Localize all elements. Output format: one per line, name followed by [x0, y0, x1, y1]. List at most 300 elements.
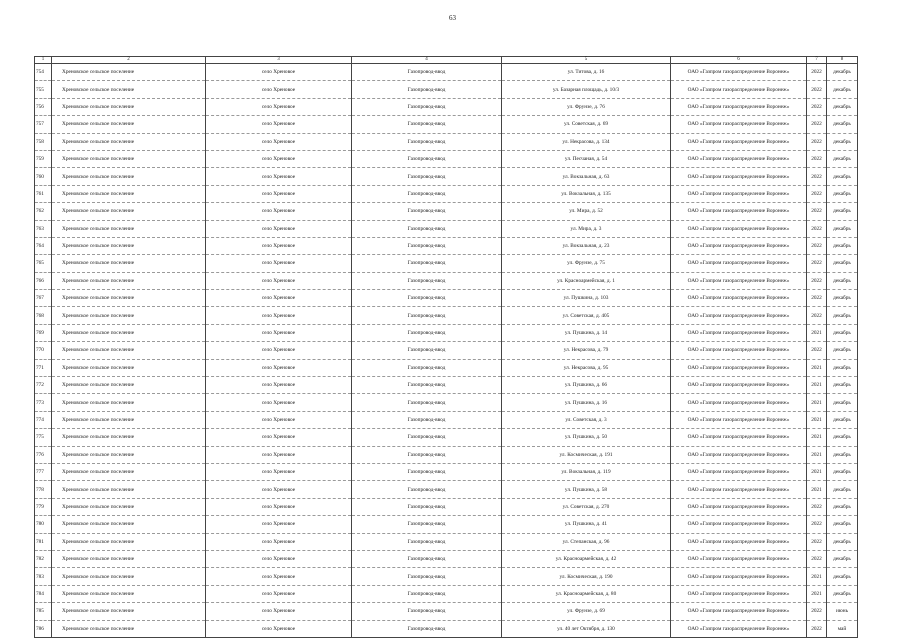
object-type-cell: Газопровод-ввод: [352, 377, 502, 394]
table-row: [35, 168, 858, 185]
settlement-name-cell: Хреновское сельское поселение: [52, 446, 206, 463]
settlement-name-cell: Хреновское сельское поселение: [52, 411, 206, 428]
address-cell: ул. Советская, д. 405: [502, 307, 671, 324]
object-type-cell: Газопровод-ввод: [352, 568, 502, 585]
year-cell: 2022: [807, 168, 827, 185]
object-type-cell: Газопровод-ввод: [352, 168, 502, 185]
row-number-cell: 754: [35, 64, 52, 81]
locality-cell: село Хреновое: [206, 550, 352, 567]
locality-cell: село Хреновое: [206, 411, 352, 428]
address-cell: ул. Фрунзе, д. 75: [502, 255, 671, 272]
operator-cell: ОАО «Газпром газораспределение Воронеж»: [671, 168, 807, 185]
locality-cell: село Хреновое: [206, 133, 352, 150]
object-type-cell: Газопровод-ввод: [352, 342, 502, 359]
address-cell: ул. Космическая, д. 190: [502, 568, 671, 585]
settlement-name-cell: Хреновское сельское поселение: [52, 98, 206, 115]
object-type-cell: Газопровод-ввод: [352, 550, 502, 567]
settlement-name-cell: Хреновское сельское поселение: [52, 133, 206, 150]
address-cell: ул. Космическая, д. 191: [502, 446, 671, 463]
header-cell: 4: [352, 57, 502, 64]
operator-cell: ОАО «Газпром газораспределение Воронеж»: [671, 255, 807, 272]
locality-cell: село Хреновое: [206, 377, 352, 394]
year-cell: 2021: [807, 394, 827, 411]
settlement-name-cell: Хреновское сельское поселение: [52, 463, 206, 480]
year-cell: 2022: [807, 290, 827, 307]
month-cell: декабрь: [827, 150, 858, 167]
address-cell: ул. Красноармейская, д. 80: [502, 585, 671, 602]
address-cell: ул. Фрунзе, д. 76: [502, 98, 671, 115]
locality-cell: село Хреновое: [206, 498, 352, 515]
object-type-cell: Газопровод-ввод: [352, 603, 502, 620]
row-number-cell: 783: [35, 568, 52, 585]
settlement-name-cell: Хреновское сельское поселение: [52, 342, 206, 359]
address-cell: ул. Пушкина, д. 14: [502, 324, 671, 341]
year-cell: 2021: [807, 481, 827, 498]
row-number-cell: 785: [35, 603, 52, 620]
locality-cell: село Хреновое: [206, 324, 352, 341]
address-cell: ул. Советская, д. 270: [502, 498, 671, 515]
row-number-cell: 771: [35, 359, 52, 376]
month-cell: декабрь: [827, 533, 858, 550]
object-type-cell: Газопровод-ввод: [352, 203, 502, 220]
year-cell: 2021: [807, 585, 827, 602]
locality-cell: село Хреновое: [206, 168, 352, 185]
year-cell: 2021: [807, 411, 827, 428]
month-cell: декабрь: [827, 168, 858, 185]
operator-cell: ОАО «Газпром газораспределение Воронеж»: [671, 342, 807, 359]
row-number-cell: 764: [35, 237, 52, 254]
address-cell: ул. Некрасова, д. 95: [502, 359, 671, 376]
month-cell: декабрь: [827, 550, 858, 567]
table-row: [35, 255, 858, 272]
row-number-cell: 777: [35, 463, 52, 480]
year-cell: 2022: [807, 272, 827, 289]
operator-cell: ОАО «Газпром газораспределение Воронеж»: [671, 603, 807, 620]
address-cell: ул. Красноармейская, д. 1: [502, 272, 671, 289]
operator-cell: ОАО «Газпром газораспределение Воронеж»: [671, 307, 807, 324]
address-cell: ул. Мира, д. 52: [502, 203, 671, 220]
row-number-cell: 779: [35, 498, 52, 515]
settlement-name-cell: Хреновское сельское поселение: [52, 585, 206, 602]
year-cell: 2022: [807, 237, 827, 254]
table-row: [35, 620, 858, 637]
object-type-cell: Газопровод-ввод: [352, 516, 502, 533]
object-type-cell: Газопровод-ввод: [352, 394, 502, 411]
month-cell: декабрь: [827, 568, 858, 585]
row-number-cell: 775: [35, 429, 52, 446]
month-cell: июнь: [827, 603, 858, 620]
operator-cell: ОАО «Газпром газораспределение Воронеж»: [671, 324, 807, 341]
table-row: [35, 342, 858, 359]
object-type-cell: Газопровод-ввод: [352, 307, 502, 324]
object-type-cell: Газопровод-ввод: [352, 429, 502, 446]
locality-cell: село Хреновое: [206, 585, 352, 602]
address-cell: ул. Советская, д. 69: [502, 116, 671, 133]
table-row: [35, 498, 858, 515]
row-number-cell: 760: [35, 168, 52, 185]
table-row: [35, 603, 858, 620]
table-row: [35, 359, 858, 376]
row-number-cell: 782: [35, 550, 52, 567]
year-cell: 2022: [807, 116, 827, 133]
address-cell: ул. Пушкина, д. 50: [502, 429, 671, 446]
settlement-name-cell: Хреновское сельское поселение: [52, 220, 206, 237]
locality-cell: село Хреновое: [206, 359, 352, 376]
month-cell: декабрь: [827, 133, 858, 150]
object-type-cell: Газопровод-ввод: [352, 116, 502, 133]
month-cell: декабрь: [827, 446, 858, 463]
year-cell: 2022: [807, 203, 827, 220]
address-cell: ул. Вокзальная, д. 23: [502, 237, 671, 254]
month-cell: декабрь: [827, 64, 858, 81]
locality-cell: село Хреновое: [206, 203, 352, 220]
object-type-cell: Газопровод-ввод: [352, 220, 502, 237]
settlement-name-cell: Хреновское сельское поселение: [52, 255, 206, 272]
row-number-cell: 759: [35, 150, 52, 167]
address-cell: ул. Красноармейская, д. 42: [502, 550, 671, 567]
year-cell: 2021: [807, 429, 827, 446]
operator-cell: ОАО «Газпром газораспределение Воронеж»: [671, 429, 807, 446]
operator-cell: ОАО «Газпром газораспределение Воронеж»: [671, 411, 807, 428]
object-type-cell: Газопровод-ввод: [352, 98, 502, 115]
row-number-cell: 780: [35, 516, 52, 533]
month-cell: декабрь: [827, 411, 858, 428]
operator-cell: ОАО «Газпром газораспределение Воронеж»: [671, 81, 807, 98]
year-cell: 2022: [807, 185, 827, 202]
row-number-cell: 767: [35, 290, 52, 307]
operator-cell: ОАО «Газпром газораспределение Воронеж»: [671, 463, 807, 480]
table-row: [35, 116, 858, 133]
settlement-name-cell: Хреновское сельское поселение: [52, 272, 206, 289]
row-number-cell: 776: [35, 446, 52, 463]
table-row: [35, 550, 858, 567]
table-row: [35, 81, 858, 98]
month-cell: декабрь: [827, 585, 858, 602]
locality-cell: село Хреновое: [206, 342, 352, 359]
header-cell: 1: [35, 57, 52, 64]
object-type-cell: Газопровод-ввод: [352, 481, 502, 498]
object-type-cell: Газопровод-ввод: [352, 533, 502, 550]
table-row: [35, 377, 858, 394]
operator-cell: ОАО «Газпром газораспределение Воронеж»: [671, 568, 807, 585]
month-cell: декабрь: [827, 290, 858, 307]
table-row: [35, 220, 858, 237]
month-cell: декабрь: [827, 377, 858, 394]
locality-cell: село Хреновое: [206, 116, 352, 133]
settlement-name-cell: Хреновское сельское поселение: [52, 324, 206, 341]
month-cell: декабрь: [827, 237, 858, 254]
row-number-cell: 761: [35, 185, 52, 202]
settlement-name-cell: Хреновское сельское поселение: [52, 568, 206, 585]
year-cell: 2022: [807, 498, 827, 515]
object-type-cell: Газопровод-ввод: [352, 498, 502, 515]
row-number-cell: 757: [35, 116, 52, 133]
row-number-cell: 786: [35, 620, 52, 637]
locality-cell: село Хреновое: [206, 394, 352, 411]
year-cell: 2022: [807, 220, 827, 237]
settlement-name-cell: Хреновское сельское поселение: [52, 429, 206, 446]
locality-cell: село Хреновое: [206, 272, 352, 289]
settlement-name-cell: Хреновское сельское поселение: [52, 307, 206, 324]
operator-cell: ОАО «Газпром газораспределение Воронеж»: [671, 550, 807, 567]
month-cell: декабрь: [827, 359, 858, 376]
month-cell: декабрь: [827, 429, 858, 446]
year-cell: 2022: [807, 307, 827, 324]
row-number-cell: 770: [35, 342, 52, 359]
table-row: [35, 429, 858, 446]
table-row: [35, 533, 858, 550]
locality-cell: село Хреновое: [206, 533, 352, 550]
object-type-cell: Газопровод-ввод: [352, 237, 502, 254]
address-cell: ул. Некрасова, д. 134: [502, 133, 671, 150]
object-type-cell: Газопровод-ввод: [352, 133, 502, 150]
address-cell: ул. Пушкина, д. 58: [502, 481, 671, 498]
table-row: [35, 411, 858, 428]
operator-cell: ОАО «Газпром газораспределение Воронеж»: [671, 498, 807, 515]
month-cell: декабрь: [827, 342, 858, 359]
locality-cell: село Хреновое: [206, 516, 352, 533]
year-cell: 2022: [807, 533, 827, 550]
header-cell: 5: [502, 57, 671, 64]
locality-cell: село Хреновое: [206, 150, 352, 167]
year-cell: 2022: [807, 342, 827, 359]
table-row: [35, 64, 858, 81]
table-row: [35, 98, 858, 115]
address-cell: ул. Некрасова, д. 79: [502, 342, 671, 359]
operator-cell: ОАО «Газпром газораспределение Воронеж»: [671, 377, 807, 394]
settlement-name-cell: Хреновское сельское поселение: [52, 533, 206, 550]
row-number-cell: 768: [35, 307, 52, 324]
year-cell: 2022: [807, 255, 827, 272]
header-cell: 2: [52, 57, 206, 64]
locality-cell: село Хреновое: [206, 429, 352, 446]
month-cell: декабрь: [827, 481, 858, 498]
settlement-name-cell: Хреновское сельское поселение: [52, 359, 206, 376]
header-cell: 6: [671, 57, 807, 64]
address-cell: ул. Советская, д. 3: [502, 411, 671, 428]
row-number-cell: 778: [35, 481, 52, 498]
operator-cell: ОАО «Газпром газораспределение Воронеж»: [671, 150, 807, 167]
settlement-name-cell: Хреновское сельское поселение: [52, 203, 206, 220]
month-cell: декабрь: [827, 203, 858, 220]
year-cell: 2022: [807, 516, 827, 533]
settlement-name-cell: Хреновское сельское поселение: [52, 290, 206, 307]
operator-cell: ОАО «Газпром газораспределение Воронеж»: [671, 516, 807, 533]
object-type-cell: Газопровод-ввод: [352, 150, 502, 167]
year-cell: 2022: [807, 550, 827, 567]
settlement-name-cell: Хреновское сельское поселение: [52, 81, 206, 98]
address-cell: ул. Титова, д. 16: [502, 64, 671, 81]
year-cell: 2022: [807, 603, 827, 620]
page-number: 63: [449, 14, 456, 22]
row-number-cell: 765: [35, 255, 52, 272]
table-row: [35, 446, 858, 463]
table-row: [35, 463, 858, 480]
month-cell: декабрь: [827, 307, 858, 324]
settlement-name-cell: Хреновское сельское поселение: [52, 620, 206, 637]
object-type-cell: Газопровод-ввод: [352, 64, 502, 81]
settlement-name-cell: Хреновское сельское поселение: [52, 516, 206, 533]
address-cell: ул. Базарная площадь, д. 10/3: [502, 81, 671, 98]
address-cell: ул. Вокзальная, д. 63: [502, 168, 671, 185]
object-type-cell: Газопровод-ввод: [352, 463, 502, 480]
table-row: [35, 568, 858, 585]
locality-cell: село Хреновое: [206, 237, 352, 254]
address-cell: ул. Вокзальная, д. 135: [502, 185, 671, 202]
operator-cell: ОАО «Газпром газораспределение Воронеж»: [671, 116, 807, 133]
table-row: [35, 324, 858, 341]
object-type-cell: Газопровод-ввод: [352, 185, 502, 202]
settlement-name-cell: Хреновское сельское поселение: [52, 481, 206, 498]
address-cell: ул. Пушкина, д. 16: [502, 394, 671, 411]
operator-cell: ОАО «Газпром газораспределение Воронеж»: [671, 533, 807, 550]
row-number-cell: 762: [35, 203, 52, 220]
year-cell: 2022: [807, 150, 827, 167]
address-cell: ул. Песчаная, д. 54: [502, 150, 671, 167]
locality-cell: село Хреновое: [206, 290, 352, 307]
row-number-cell: 772: [35, 377, 52, 394]
year-cell: 2021: [807, 359, 827, 376]
settlement-name-cell: Хреновское сельское поселение: [52, 550, 206, 567]
table-row: [35, 481, 858, 498]
settlement-name-cell: Хреновское сельское поселение: [52, 168, 206, 185]
object-type-cell: Газопровод-ввод: [352, 272, 502, 289]
operator-cell: ОАО «Газпром газораспределение Воронеж»: [671, 394, 807, 411]
locality-cell: село Хреновое: [206, 98, 352, 115]
locality-cell: село Хреновое: [206, 620, 352, 637]
table-row: [35, 516, 858, 533]
month-cell: декабрь: [827, 98, 858, 115]
row-number-cell: 784: [35, 585, 52, 602]
address-cell: ул. Пушкина, д. 41: [502, 516, 671, 533]
settlement-name-cell: Хреновское сельское поселение: [52, 377, 206, 394]
operator-cell: ОАО «Газпром газораспределение Воронеж»: [671, 446, 807, 463]
address-cell: ул. Мира, д. 3: [502, 220, 671, 237]
operator-cell: ОАО «Газпром газораспределение Воронеж»: [671, 290, 807, 307]
table-row: [35, 290, 858, 307]
row-number-cell: 774: [35, 411, 52, 428]
table-row: [35, 237, 858, 254]
operator-cell: ОАО «Газпром газораспределение Воронеж»: [671, 133, 807, 150]
header-cell: 8: [827, 57, 858, 64]
locality-cell: село Хреновое: [206, 220, 352, 237]
settlement-name-cell: Хреновское сельское поселение: [52, 116, 206, 133]
row-number-cell: 766: [35, 272, 52, 289]
locality-cell: село Хреновое: [206, 446, 352, 463]
year-cell: 2021: [807, 324, 827, 341]
table-row: [35, 133, 858, 150]
row-number-cell: 756: [35, 98, 52, 115]
object-type-cell: Газопровод-ввод: [352, 324, 502, 341]
year-cell: 2021: [807, 568, 827, 585]
row-number-cell: 758: [35, 133, 52, 150]
locality-cell: село Хреновое: [206, 307, 352, 324]
row-number-cell: 763: [35, 220, 52, 237]
operator-cell: ОАО «Газпром газораспределение Воронеж»: [671, 185, 807, 202]
settlement-name-cell: Хреновское сельское поселение: [52, 603, 206, 620]
table-body: [35, 64, 858, 638]
locality-cell: село Хреновое: [206, 603, 352, 620]
settlement-name-cell: Хреновское сельское поселение: [52, 394, 206, 411]
operator-cell: ОАО «Газпром газораспределение Воронеж»: [671, 237, 807, 254]
table-row: [35, 585, 858, 602]
operator-cell: ОАО «Газпром газораспределение Воронеж»: [671, 272, 807, 289]
table-header: [35, 57, 858, 64]
year-cell: 2022: [807, 81, 827, 98]
header-row: [35, 57, 858, 64]
table-row: [35, 272, 858, 289]
object-type-cell: Газопровод-ввод: [352, 359, 502, 376]
settlement-name-cell: Хреновское сельское поселение: [52, 498, 206, 515]
settlement-name-cell: Хреновское сельское поселение: [52, 150, 206, 167]
month-cell: декабрь: [827, 116, 858, 133]
operator-cell: ОАО «Газпром газораспределение Воронеж»: [671, 220, 807, 237]
row-number-cell: 769: [35, 324, 52, 341]
month-cell: декабрь: [827, 81, 858, 98]
year-cell: 2022: [807, 133, 827, 150]
month-cell: декабрь: [827, 324, 858, 341]
object-type-cell: Газопровод-ввод: [352, 585, 502, 602]
row-number-cell: 773: [35, 394, 52, 411]
address-cell: ул. Пушкина, д. 66: [502, 377, 671, 394]
address-cell: ул. Пушкина, д. 103: [502, 290, 671, 307]
year-cell: 2022: [807, 64, 827, 81]
table-row: [35, 203, 858, 220]
header-cell: 7: [807, 57, 827, 64]
month-cell: декабрь: [827, 185, 858, 202]
object-type-cell: Газопровод-ввод: [352, 446, 502, 463]
operator-cell: ОАО «Газпром газораспределение Воронеж»: [671, 64, 807, 81]
year-cell: 2022: [807, 98, 827, 115]
row-number-cell: 781: [35, 533, 52, 550]
month-cell: декабрь: [827, 394, 858, 411]
object-type-cell: Газопровод-ввод: [352, 411, 502, 428]
month-cell: декабрь: [827, 463, 858, 480]
object-type-cell: Газопровод-ввод: [352, 255, 502, 272]
header-cell: 3: [206, 57, 352, 64]
locality-cell: село Хреновое: [206, 568, 352, 585]
operator-cell: ОАО «Газпром газораспределение Воронеж»: [671, 203, 807, 220]
settlement-name-cell: Хреновское сельское поселение: [52, 185, 206, 202]
year-cell: 2021: [807, 463, 827, 480]
row-number-cell: 755: [35, 81, 52, 98]
locality-cell: село Хреновое: [206, 463, 352, 480]
object-type-cell: Газопровод-ввод: [352, 81, 502, 98]
month-cell: май: [827, 620, 858, 637]
year-cell: 2022: [807, 620, 827, 637]
settlement-name-cell: Хреновское сельское поселение: [52, 237, 206, 254]
month-cell: декабрь: [827, 498, 858, 515]
locality-cell: село Хреновое: [206, 255, 352, 272]
object-type-cell: Газопровод-ввод: [352, 290, 502, 307]
settlement-name-cell: Хреновское сельское поселение: [52, 64, 206, 81]
operator-cell: ОАО «Газпром газораспределение Воронеж»: [671, 620, 807, 637]
operator-cell: ОАО «Газпром газораспределение Воронеж»: [671, 359, 807, 376]
month-cell: декабрь: [827, 516, 858, 533]
locality-cell: село Хреновое: [206, 64, 352, 81]
address-cell: ул. Вокзальная, д. 119: [502, 463, 671, 480]
month-cell: декабрь: [827, 272, 858, 289]
operator-cell: ОАО «Газпром газораспределение Воронеж»: [671, 585, 807, 602]
address-cell: ул. 40 лет Октября, д. 130: [502, 620, 671, 637]
locality-cell: село Хреновое: [206, 81, 352, 98]
locality-cell: село Хреновое: [206, 481, 352, 498]
table-row: [35, 394, 858, 411]
month-cell: декабрь: [827, 220, 858, 237]
year-cell: 2021: [807, 377, 827, 394]
address-cell: ул. Степанская, д. 96: [502, 533, 671, 550]
locality-cell: село Хреновое: [206, 185, 352, 202]
